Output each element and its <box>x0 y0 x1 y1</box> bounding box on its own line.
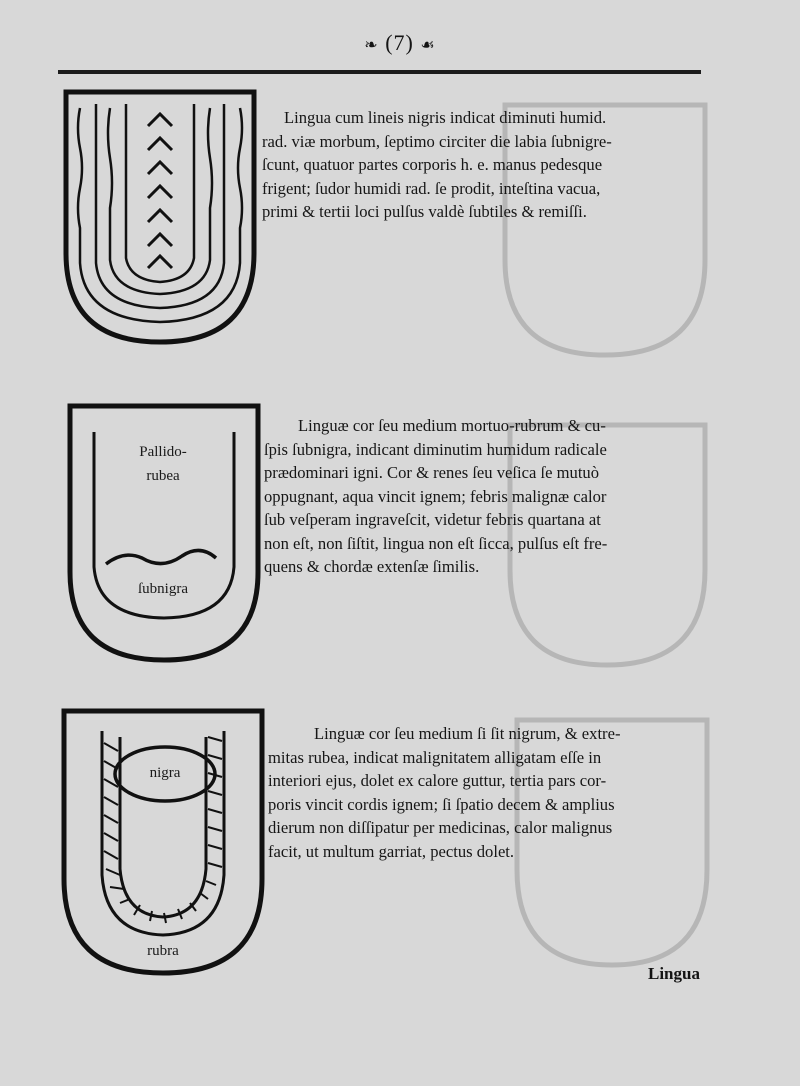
header-rule <box>58 70 701 74</box>
text-line: ſub veſperam ingraveſcit, videtur febris quartana at <box>264 510 601 529</box>
page-number: (7) <box>385 30 414 55</box>
ornament-left: ❧ <box>364 37 379 54</box>
label-nigra: nigra <box>149 765 181 781</box>
tongue-figure-3 <box>60 707 266 977</box>
paragraph-2 <box>264 414 704 579</box>
tongue-figure-1 <box>62 88 258 346</box>
text-line: Linguæ cor ſeu medium ſi ſit nigrum, & extre- <box>314 724 621 743</box>
text-line: ſcunt, quatuor partes corporis h. e. manus pedesque <box>262 155 603 174</box>
text-line: frigent; ſudor humidi rad. ſe prodit, inteſtina vacua, <box>262 178 601 198</box>
text-line: rad. viæ morbum, ſeptimo circiter die labia ſubnigre- <box>262 131 612 151</box>
text-line: primi & tertii loci pulſus valdè ſubtiles & remiſſi. <box>262 202 587 221</box>
text-line: non eſt, non ſiſtit, lingua non eſt ſicca, pulſus eſt fre- <box>264 533 608 553</box>
tongue-figure-2 <box>66 402 262 664</box>
ornament-right: ☙ <box>420 37 436 54</box>
text-line: dierum non diſſipatur per medicinas, calor malignus <box>268 818 613 837</box>
text-line: mitas rubea, indicat malignitatem alligatam eſſe in <box>268 747 602 767</box>
text-line: poris vincit cordis ignem; ſi ſpatio decem & amplius <box>268 794 615 814</box>
label-rubra: rubra <box>147 943 179 959</box>
text-line: ſpis ſubnigra, indicant diminutim humidum radicale <box>264 439 607 459</box>
paragraph-3 <box>268 722 702 863</box>
text-line: prædominari igni. Cor & renes ſeu veſica ſe mutuò <box>264 463 600 482</box>
text-line: Linguæ cor ſeu medium mortuo-rubrum & cu- <box>298 416 606 435</box>
text-line: quens & chordæ extenſæ ſimilis. <box>264 557 480 576</box>
text-line: facit, ut multum garriat, pectus dolet. <box>268 841 515 861</box>
text-line: Lingua cum lineis nigris indicat diminuti humid. <box>284 108 607 127</box>
catchword: Lingua <box>648 964 700 983</box>
label-subnigra: ſubnigra <box>138 581 188 597</box>
label-rubea: rubea <box>146 468 180 484</box>
paragraph-1 <box>262 106 702 224</box>
text-line: interiori ejus, dolet ex calore guttur, tertia pars cor- <box>268 771 607 790</box>
label-pallido: Pallido- <box>139 444 187 460</box>
text-line: oppugnant, aqua vincit ignem; febris malignæ calor <box>264 486 607 506</box>
page-header <box>0 30 800 56</box>
